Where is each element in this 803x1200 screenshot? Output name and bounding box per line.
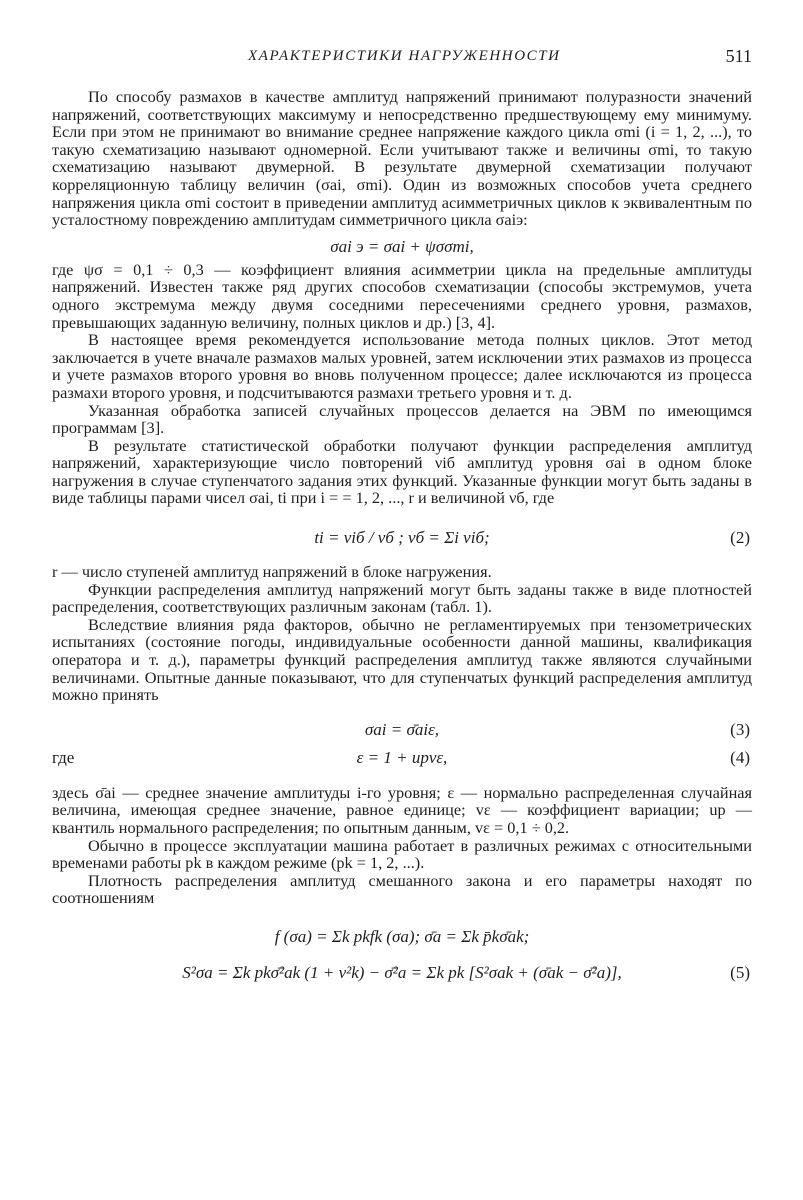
equation-4-text: ε = 1 + upvε, xyxy=(356,747,448,767)
equation-3-number: (3) xyxy=(730,719,750,739)
equation-3-text: σai = σ̄aiε, xyxy=(364,719,440,739)
equation-5-number: (5) xyxy=(730,962,750,982)
equation-4-number: (4) xyxy=(730,747,750,767)
equation-5b-text: S²σa = Σk pkσ̄²ak (1 + v²k) − σ̄²a = Σk pk [S²σak + (σ̄ak − σ̄²a)], xyxy=(182,962,622,982)
paragraph-schematization: По способу размахов в качестве амплитуд напряжений принимают полуразности значений напряжений, соответствующих максимуму и непосредственно предшествующему ему минимуму. Если при этом не принимают во внимание среднее напряжение каждого цикла σmi (i = 1, 2, ...), то такую схематизацию называют одномерной. Если учитывают также и величины σmi, то такую схематизацию называют двумерной. В результате двумерной схематизации получают корреляционную таблицу величин (σai, σmi). Один из возможных способов учета среднего напряжения цикла σmi состоит в приведении амплитуд асимметричных циклов к эквивалентным по усталостному повреждению амплитудам симметричного цикла σaiэ: xyxy=(52,87,752,230)
equation-1-text: σai э = σai + ψσσmi, xyxy=(330,236,474,256)
page-header xyxy=(52,46,752,70)
body-text xyxy=(52,88,752,991)
paragraph-mixed-law: Плотность распределения амплитуд смешанного закона и его параметры находят по соотношениям xyxy=(52,870,752,908)
equation-2-text: ti = νiб / νб ; νб = Σi νiб; xyxy=(314,528,490,548)
equation-5b xyxy=(52,955,752,991)
paragraph-r-definition: r — число ступеней амплитуд напряжений в блоке нагружения. xyxy=(52,562,492,582)
running-title: ХАРАКТЕРИСТИКИ НАГРУЖЕННОСТИ xyxy=(248,48,561,64)
paragraph-mean-amplitude: здесь σ̄ai — среднее значение амплитуды i-го уровня; ε — нормально распределенная случайная величина, имеющая среднее значение, равное единице; vε — коэффициент вариации; up — квантиль нормального распределения; по опытным данным, vε = 0,1 ÷ 0,2. xyxy=(52,782,752,837)
equation-2 xyxy=(52,513,752,563)
equation-5a-text: f (σa) = Σk pkfk (σa); σ̄a = Σk p̄kσ̄ak; xyxy=(274,926,530,946)
paragraph-computer-processing: Указанная обработка записей случайных процессов делается на ЭВМ по имеющимся программам [3]. xyxy=(52,400,752,438)
page-number: 511 xyxy=(725,46,752,66)
equation-equivalent-amplitude xyxy=(52,233,752,261)
equation-3 xyxy=(52,716,752,744)
paragraph-distribution-functions: В результате статистической обработки получают функции распределения амплитуд напряжений, характеризующие число повторений νiб амплитуд уровня σai в одном блоке нагружения в случае ступенчатого задания этих функций. Указанные функции могут быть заданы в виде таблицы парами чисел σai, ti при i = = 1, 2, ..., r и величиной νб, где xyxy=(52,435,752,508)
equation-5a xyxy=(52,919,752,955)
paragraph-full-cycles: В настоящее время рекомендуется использование метода полных циклов. Этот метод заключается в учете вначале размахов малых уровней, затем исключении этих размахов из процесса и учете размахов второго уровня во вновь полученном процессе; далее исключаются из процесса размахи второго уровня, и подсчитываются размахи третьего уровня и т. д. xyxy=(52,330,752,402)
paragraph-operating-modes: Обычно в процессе эксплуатации машина работает в различных режимах с относительными временами работы pk в каждом режиме (pk = 1, 2, ...). xyxy=(52,835,752,873)
paragraph-density-laws: Функции распределения амплитуд напряжений могут быть заданы также в виде плотностей распределения, соответствующих различным законам (табл. 1). xyxy=(52,579,752,617)
where-label: где xyxy=(52,747,75,767)
equation-2-number: (2) xyxy=(730,528,750,548)
equation-4 xyxy=(52,744,752,772)
paragraph-asymmetry-coefficient: где ψσ = 0,1 ÷ 0,3 — коэффициент влияния асимметрии цикла на предельные амплитуды напряжений. Известен также ряд других способов схематизации (способы экстремумов, учета одного экстремума между двумя соседними пересечениями среднего уровня, размахов, превышающих заданную величину, полных циклов и др.) [3, 4]. xyxy=(52,259,752,332)
paragraph-random-parameters: Вследствие влияния ряда факторов, обычно не регламентируемых при тензометрических испытаниях (состояние погоды, индивидуальные особенности данной машины, квалификация оператора и т. д.), параметры функций распределения амплитуд также являются случайными величинами. Опытные данные показывают, что для ступенчатых функций распределения амплитуд можно принять xyxy=(52,614,752,705)
